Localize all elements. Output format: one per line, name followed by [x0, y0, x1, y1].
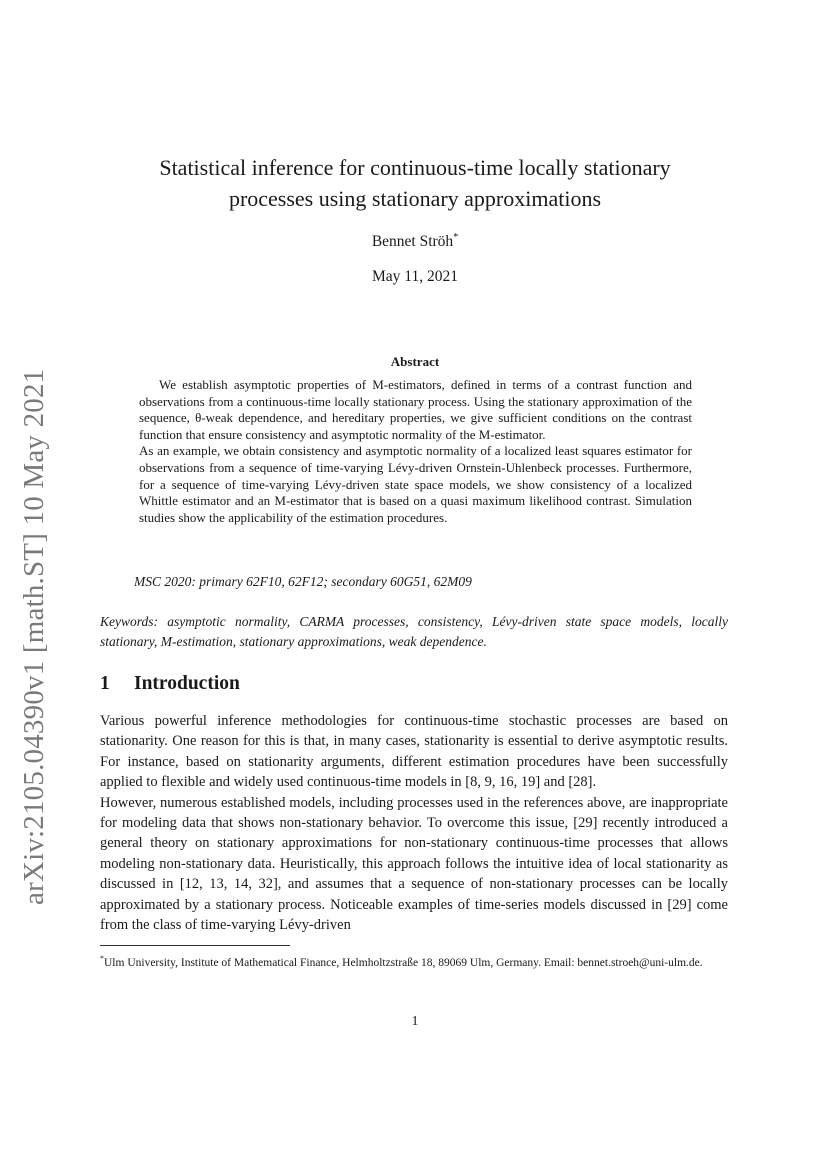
author-footnote-mark: * — [453, 232, 459, 243]
paper-title — [100, 152, 730, 214]
section-title: Introduction — [134, 673, 240, 694]
keywords: Keywords: asymptotic normality, CARMA processes, consistency, Lévy-driven state space models, locally stationary, M-estimation, stationary approximations, weak dependence. — [100, 614, 728, 649]
footnote-text: Ulm University, Institute of Mathematical Finance, Helmholtzstraße 18, 89069 Ulm, Germany. Email: bennet.stroeh@uni-ulm.de. — [104, 956, 703, 969]
page-number: 1 — [411, 1014, 419, 1029]
footnote-divider — [100, 945, 290, 946]
title-line-2: processes using stationary approximations — [228, 186, 602, 211]
footnote — [100, 950, 728, 972]
intro-paragraph-1: Various powerful inference methodologies for continuous-time stochastic processes are based on stationarity. One reason for this is that, in many cases, stationarity is essential to derive asymptotic results. For instance, based on stationarity arguments, different estimation procedures have been successfully applied to flexible and widely used continuous-time models in [8, 9, 16, 19] and [28]. — [100, 713, 728, 791]
abstract-paragraph-2: As an example, we obtain consistency and asymptotic normality of a localized least squares estimator for observations from a sequence of time-varying Lévy-driven Ornstein-Uhlenbeck processes. Furthermore, for a sequence of time-varying Lévy-driven state space models, we show consistency of a localized Whittle estimator and an M-estimator that is based on a quasi maximum likelihood contrast. Simulation studies show the applicability of the estimation procedures. — [139, 443, 692, 525]
author-name: Bennet Ströh — [371, 233, 454, 251]
section-heading — [100, 673, 240, 695]
footnote-mark: * — [100, 954, 104, 963]
publication-date: May 11, 2021 — [372, 268, 458, 285]
arxiv-identifier: arXiv:2105.04390v1 [math.ST] 10 May 2021 — [18, 368, 50, 905]
intro-paragraph-2: However, numerous established models, including processes used in the references above, are inappropriate for modeling data that shows non-stationary behavior. To overcome this issue, [29] recently introduced a general theory on stationary approximations for non-stationary continuous-time processes that allows modeling non-stationary data. Heuristically, this approach follows the intuitive idea of local stationarity as discussed in [12, 13, 14, 32], and assumes that a sequence of non-stationary processes can be locally approximated by a stationary process. Noticeable examples of time-series models discussed in [29] come from the class of time-varying Lévy-driven — [100, 794, 728, 934]
title-line-1: Statistical inference for continuous-time locally stationary — [159, 155, 671, 180]
introduction-body — [100, 711, 728, 935]
abstract-paragraph-1: We establish asymptotic properties of M-estimators, defined in terms of a contrast function and observations from a continuous-time locally stationary process. Using the stationary approximation of the sequence, θ-weak dependence, and hereditary properties, we give sufficient conditions on the contrast function that ensure consistency and asymptotic normality of the M-estimator. — [139, 377, 692, 442]
msc-classification: MSC 2020: primary 62F10, 62F12; secondary 60G51, 62M09 — [134, 574, 472, 589]
abstract-body — [139, 377, 692, 526]
section-number: 1 — [100, 673, 110, 694]
author — [100, 232, 730, 251]
abstract-heading: Abstract — [390, 354, 440, 369]
